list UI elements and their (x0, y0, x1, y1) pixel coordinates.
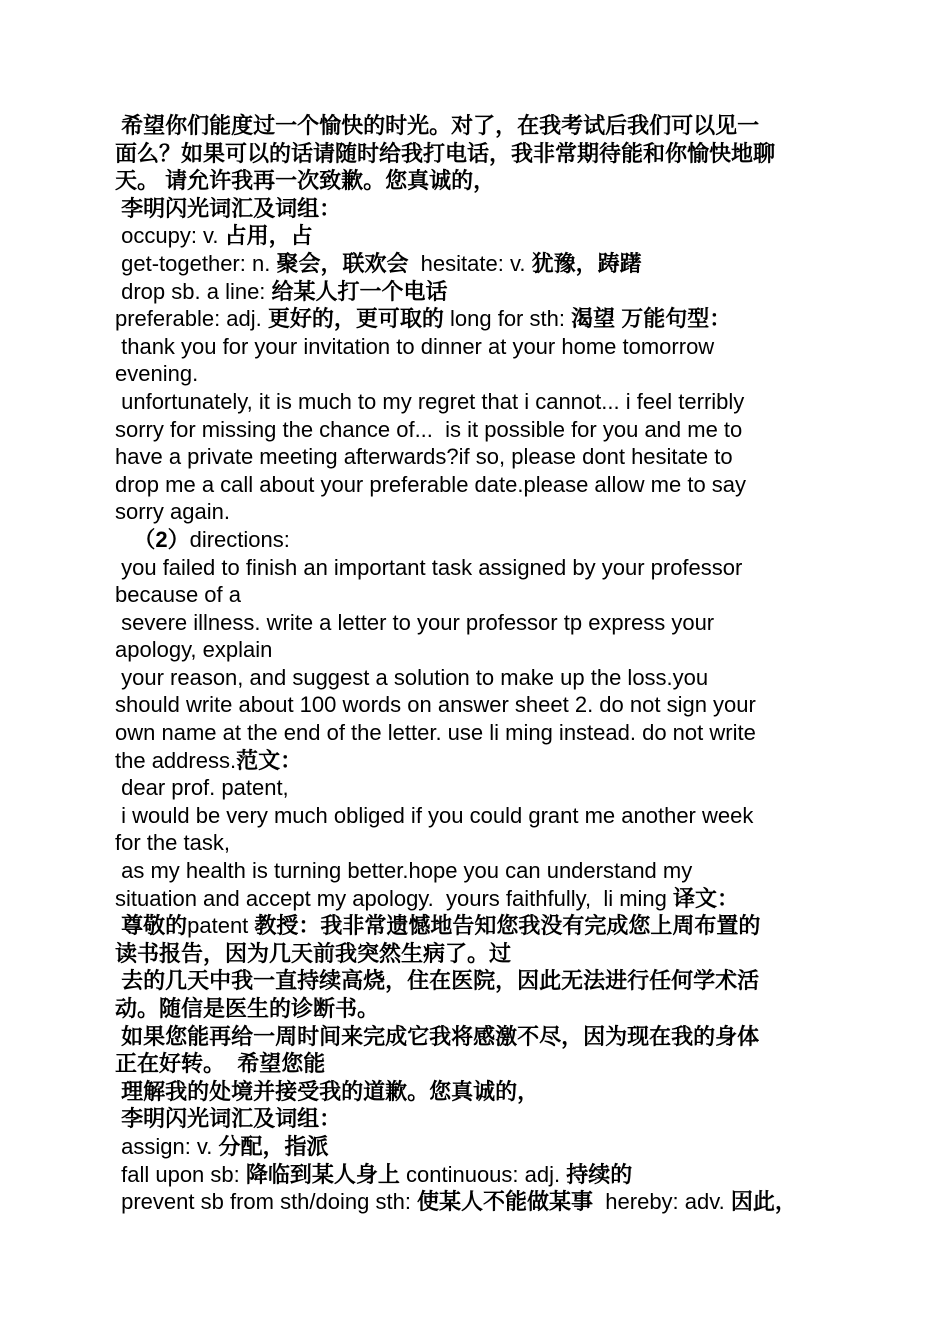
text-run: severe illness. write a letter to your professor tp express your (115, 609, 715, 635)
text-run: drop sb. a line: (115, 278, 272, 304)
text-run: assign: v. (115, 1133, 219, 1159)
text-run: unfortunately, it is much to my regret that i cannot... i feel terribly (115, 388, 745, 414)
bold-text-run: 李明闪光词汇及词组： (115, 1106, 342, 1132)
text-line (115, 167, 855, 195)
text-line (115, 250, 855, 278)
text-line (115, 112, 855, 140)
text-line (115, 554, 855, 582)
text-run: long for sth: (443, 306, 572, 332)
text-run: hereby: adv. (593, 1189, 731, 1215)
bold-text-run: 使某人不能做某事 (417, 1189, 594, 1215)
text-line (115, 829, 855, 857)
text-line (115, 388, 855, 416)
text-line (115, 222, 855, 250)
text-line (115, 526, 855, 554)
bold-text-run: 李明闪光词汇及词组： (115, 195, 342, 221)
bold-text-run: 希望你们能度过一个愉快的时光。对了，在我考试后我们可以见一 (115, 113, 760, 138)
bold-text-run: 面么？如果可以的话请随时给我打电话，我非常期待能和你愉快地聊 (115, 140, 776, 166)
bold-text-run: 持续的 (566, 1161, 633, 1187)
text-run: situation and accept my apology. yours faithfully, li ming (115, 885, 674, 911)
text-line (115, 305, 855, 333)
bold-text-run: （2） (115, 526, 190, 552)
text-line (115, 885, 855, 913)
text-run: sorry again. (115, 499, 230, 525)
text-line (115, 636, 855, 664)
text-line (115, 416, 855, 444)
text-run: occupy: v. (115, 223, 225, 249)
text-line (115, 360, 855, 388)
text-line (115, 609, 855, 637)
text-run: your reason, and suggest a solution to make up the loss.you (115, 664, 709, 690)
text-run: dear prof. patent, (115, 775, 289, 801)
text-run: drop me a call about your preferable date.please allow me to say (115, 471, 747, 497)
text-run: preferable: adj. (115, 306, 268, 332)
text-line (115, 940, 855, 968)
bold-text-run: 因此， (730, 1189, 797, 1215)
text-line (115, 333, 855, 361)
bold-text-run: 教授：我非常遗憾地告知您我没有完成您上周布置的 (254, 913, 761, 939)
text-line (115, 1105, 855, 1133)
text-run: get-together: n. (115, 250, 277, 276)
text-line (115, 857, 855, 885)
bold-text-run: 渴望 万能句型： (571, 306, 732, 332)
text-run: continuous: adj. (399, 1161, 567, 1187)
bold-text-run: 去的几天中我一直持续高烧，住在医院，因此无法进行任何学术活 (115, 968, 760, 994)
text-run: hesitate: v. (408, 250, 532, 276)
text-line (115, 1188, 855, 1216)
text-run: for the task, (115, 830, 230, 856)
text-run: prevent sb from sth/doing sth: (115, 1189, 418, 1215)
text-line (115, 912, 855, 940)
text-run: i would be very much obliged if you could grant me another week (115, 802, 754, 828)
text-run: directions: (189, 526, 290, 552)
bold-text-run: 范文： (236, 747, 303, 773)
text-run: fall upon sb: (115, 1161, 246, 1187)
text-line (115, 967, 855, 995)
text-line (115, 747, 855, 775)
bold-text-run: 聚会，联欢会 (276, 250, 409, 276)
bold-text-run: 犹豫，踌躇 (531, 250, 642, 276)
text-line (115, 719, 855, 747)
text-run: the address. (115, 747, 237, 773)
bold-text-run: 正在好转。 希望您能 (115, 1051, 326, 1077)
bold-text-run: 天。 请允许我再一次致歉。您真诚的， (115, 168, 496, 194)
text-run: have a private meeting afterwards?if so, please dont hesitate to (115, 444, 733, 470)
text-run: thank you for your invitation to dinner at your home tomorrow (115, 333, 715, 359)
text-line (115, 1161, 855, 1189)
bold-text-run: 读书报告，因为几天前我突然生病了。过 (115, 940, 512, 966)
text-line (115, 278, 855, 306)
text-run: apology, explain (115, 637, 273, 663)
text-line (115, 995, 855, 1023)
text-run: as my health is turning better.hope you can understand my (115, 858, 693, 884)
text-run: evening. (115, 361, 199, 387)
text-line (115, 195, 855, 223)
bold-text-run: 降临到某人身上 (245, 1161, 400, 1187)
text-line (115, 802, 855, 830)
bold-text-run: 分配，指派 (218, 1133, 329, 1159)
text-line (115, 1078, 855, 1106)
bold-text-run: 理解我的处境并接受我的道歉。您真诚的， (115, 1078, 540, 1104)
text-line (115, 140, 855, 168)
text-line (115, 1050, 855, 1078)
text-run: sorry for missing the chance of... is it possible for you and me to (115, 416, 743, 442)
text-run: because of a (115, 582, 241, 608)
bold-text-run: 更好的，更可取的 (267, 306, 444, 332)
bold-text-run: 尊敬的 (115, 913, 188, 939)
text-run: should write about 100 words on answer sheet 2. do not sign your (115, 692, 756, 718)
text-line (115, 774, 855, 802)
text-line (115, 664, 855, 692)
text-run: you failed to finish an important task assigned by your professor (115, 554, 743, 580)
text-line (115, 443, 855, 471)
text-run: patent (187, 913, 255, 939)
bold-text-run: 动。随信是医生的诊断书。 (115, 996, 380, 1021)
text-line (115, 471, 855, 499)
bold-text-run: 如果您能再给一周时间来完成它我将感激不尽，因为现在我的身体 (115, 1023, 760, 1049)
text-line (115, 498, 855, 526)
text-line (115, 1023, 855, 1051)
bold-text-run: 给某人打一个电话 (271, 278, 448, 304)
text-run: own name at the end of the letter. use li ming instead. do not write (115, 720, 756, 746)
text-line (115, 581, 855, 609)
text-line (115, 1133, 855, 1161)
text-line (115, 691, 855, 719)
document-page (115, 112, 855, 1216)
bold-text-run: 译文： (673, 885, 740, 911)
bold-text-run: 占用，占 (224, 223, 313, 249)
